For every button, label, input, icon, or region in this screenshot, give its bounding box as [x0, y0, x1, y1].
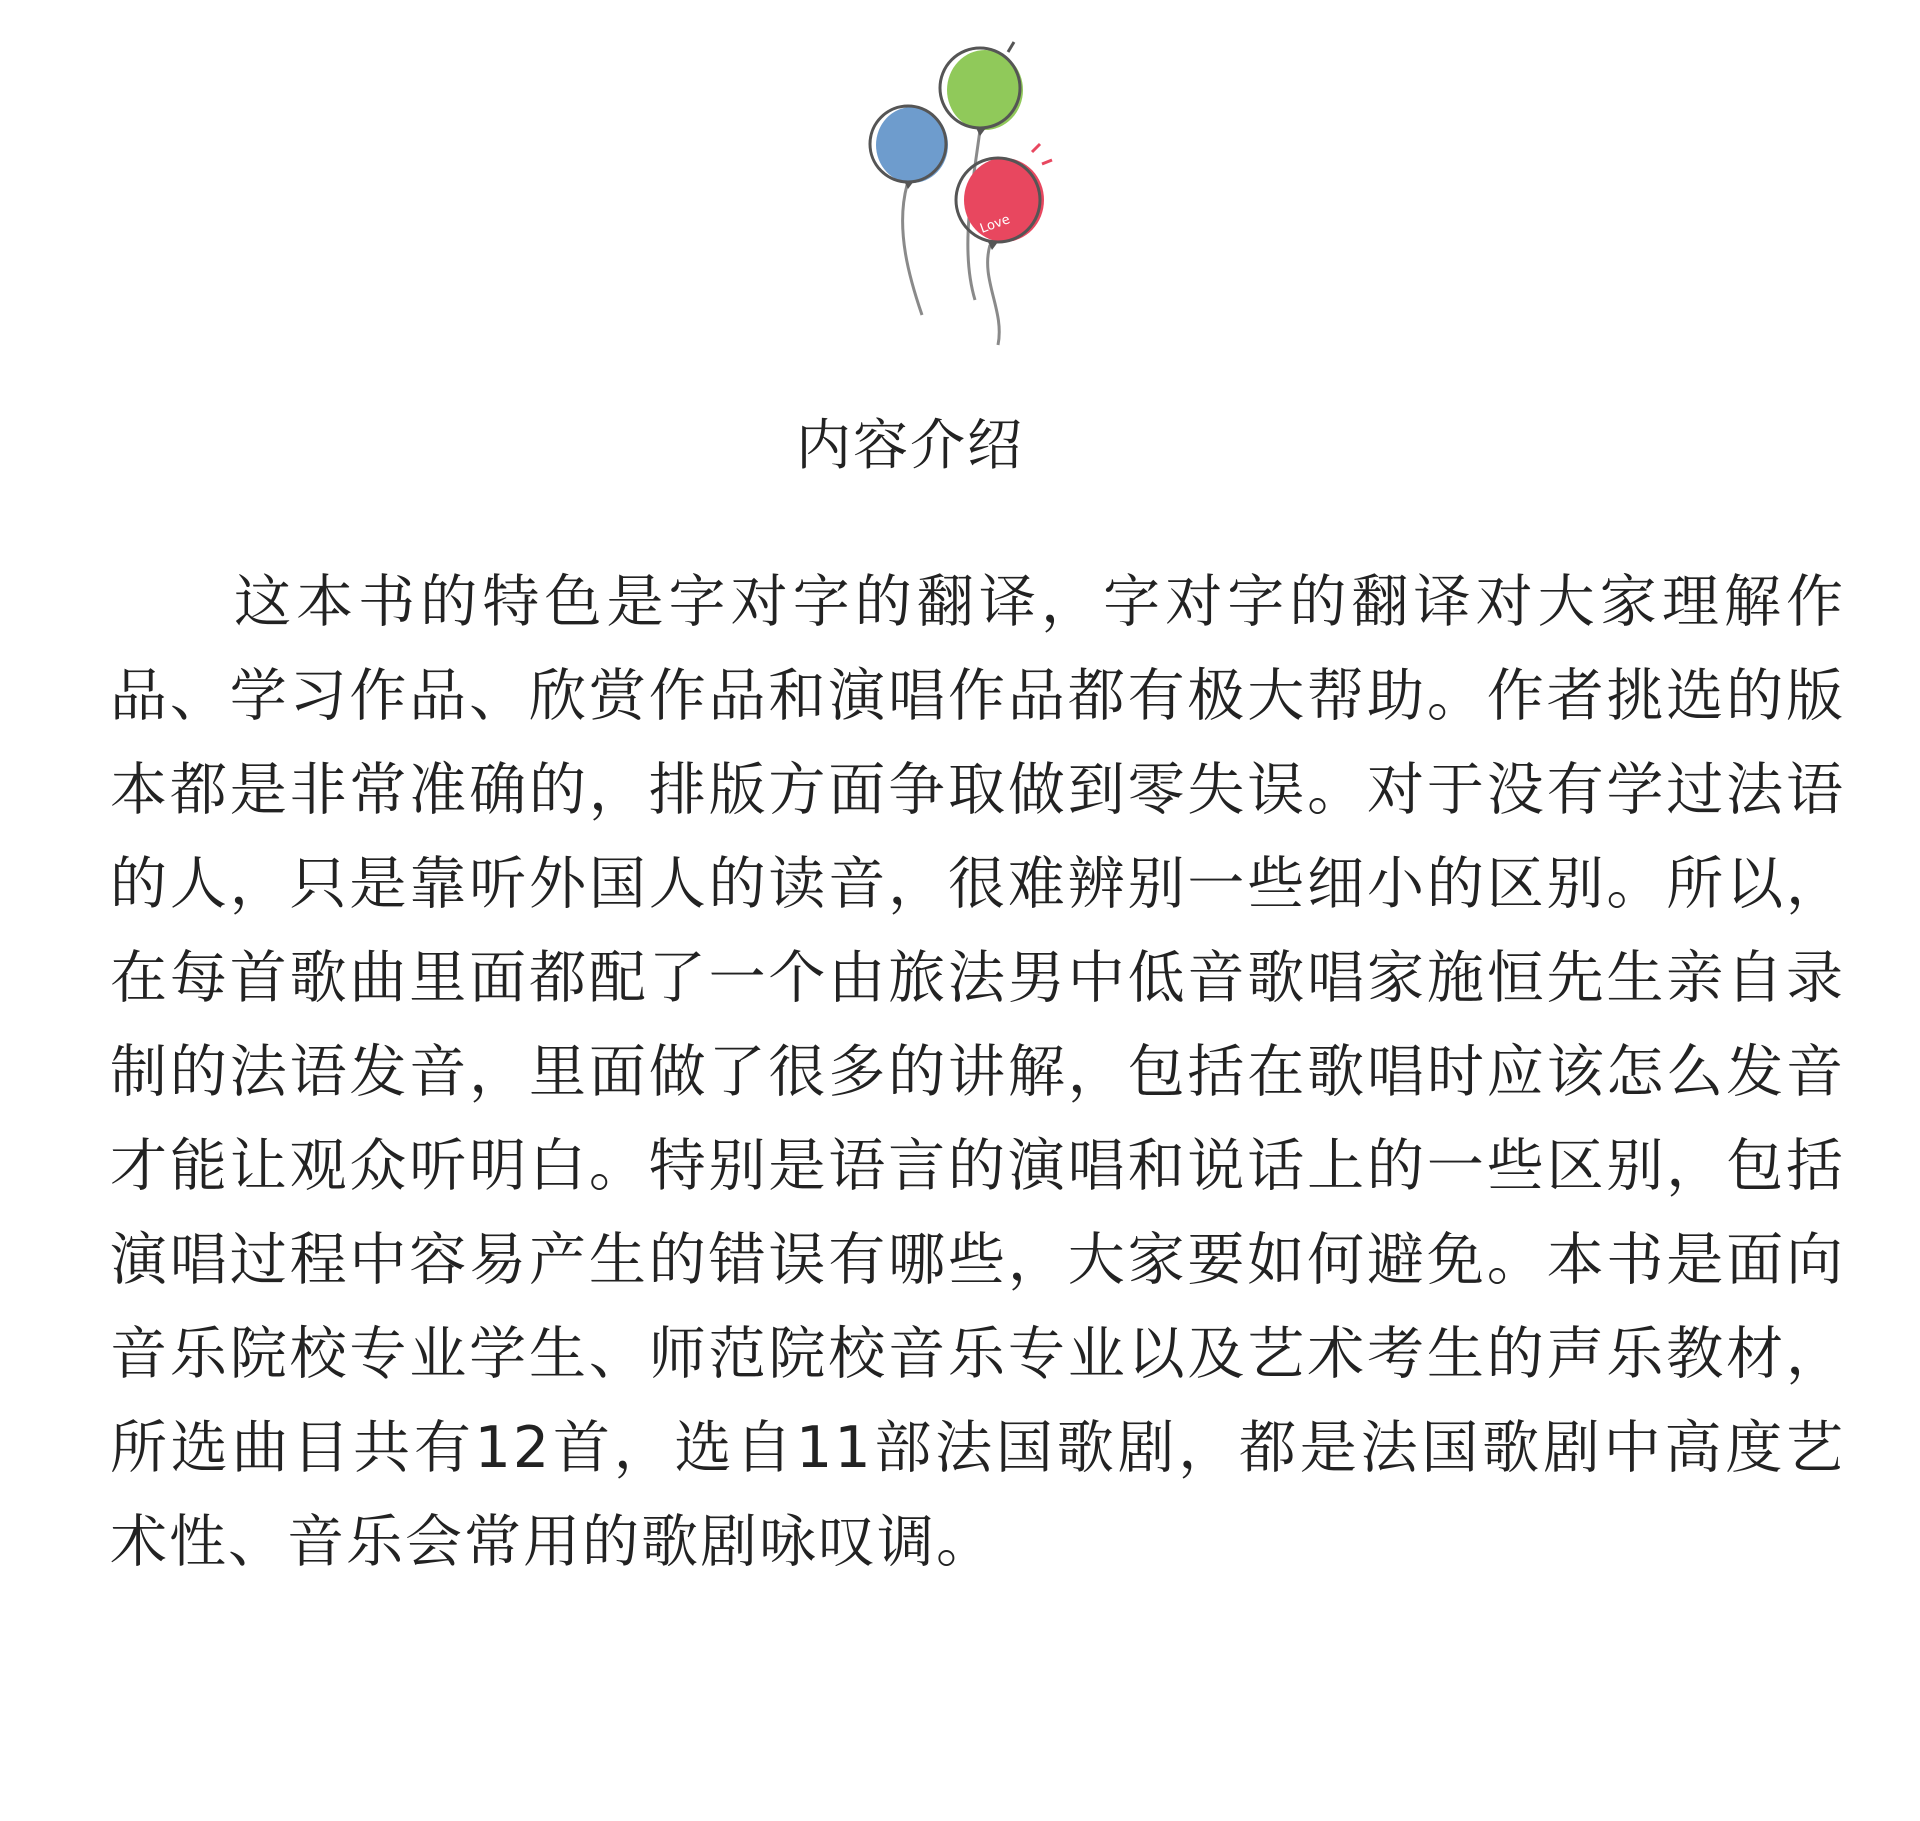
- balloons-icon: [860, 40, 1080, 350]
- red-balloon-string: [988, 245, 1000, 345]
- balloon-love-text: Love: [978, 212, 1013, 237]
- red-balloon: [956, 144, 1052, 250]
- page-title: 内容介绍: [795, 413, 1024, 477]
- green-balloon: [940, 42, 1023, 136]
- intro-paragraph: 这本书的特色是字对字的翻译，字对字的翻译对大家理解作品、学习作品、欣赏作品和演唱作品都有极大帮助。作者挑选的版本都是非常准确的，排版方面争取做到零失误。对于没有学过法语的人，只是靠听外国人的读音，很难辨别一些细小的区别。所以，在每首歌曲里面都配了一个由旅法男中低音歌唱家施恒先生亲自录制的法语发音，里面做了很多的讲解，包括在歌唱时应该怎么发音才能让观众听明白。特别是语言的演唱和说话上的一些区别，包括演唱过程中容易产生的错误有哪些，大家要如何避免。本书是面向音乐院校专业学生、师范院校音乐专业以及艺术考生的声乐教材，所选曲目共有12首，选自11部法国歌剧，都是法国歌剧中高度艺术性、音乐会常用的歌剧咏叹调。: [110, 569, 1845, 1575]
- blue-balloon: [870, 106, 948, 189]
- blue-balloon-string: [903, 185, 922, 315]
